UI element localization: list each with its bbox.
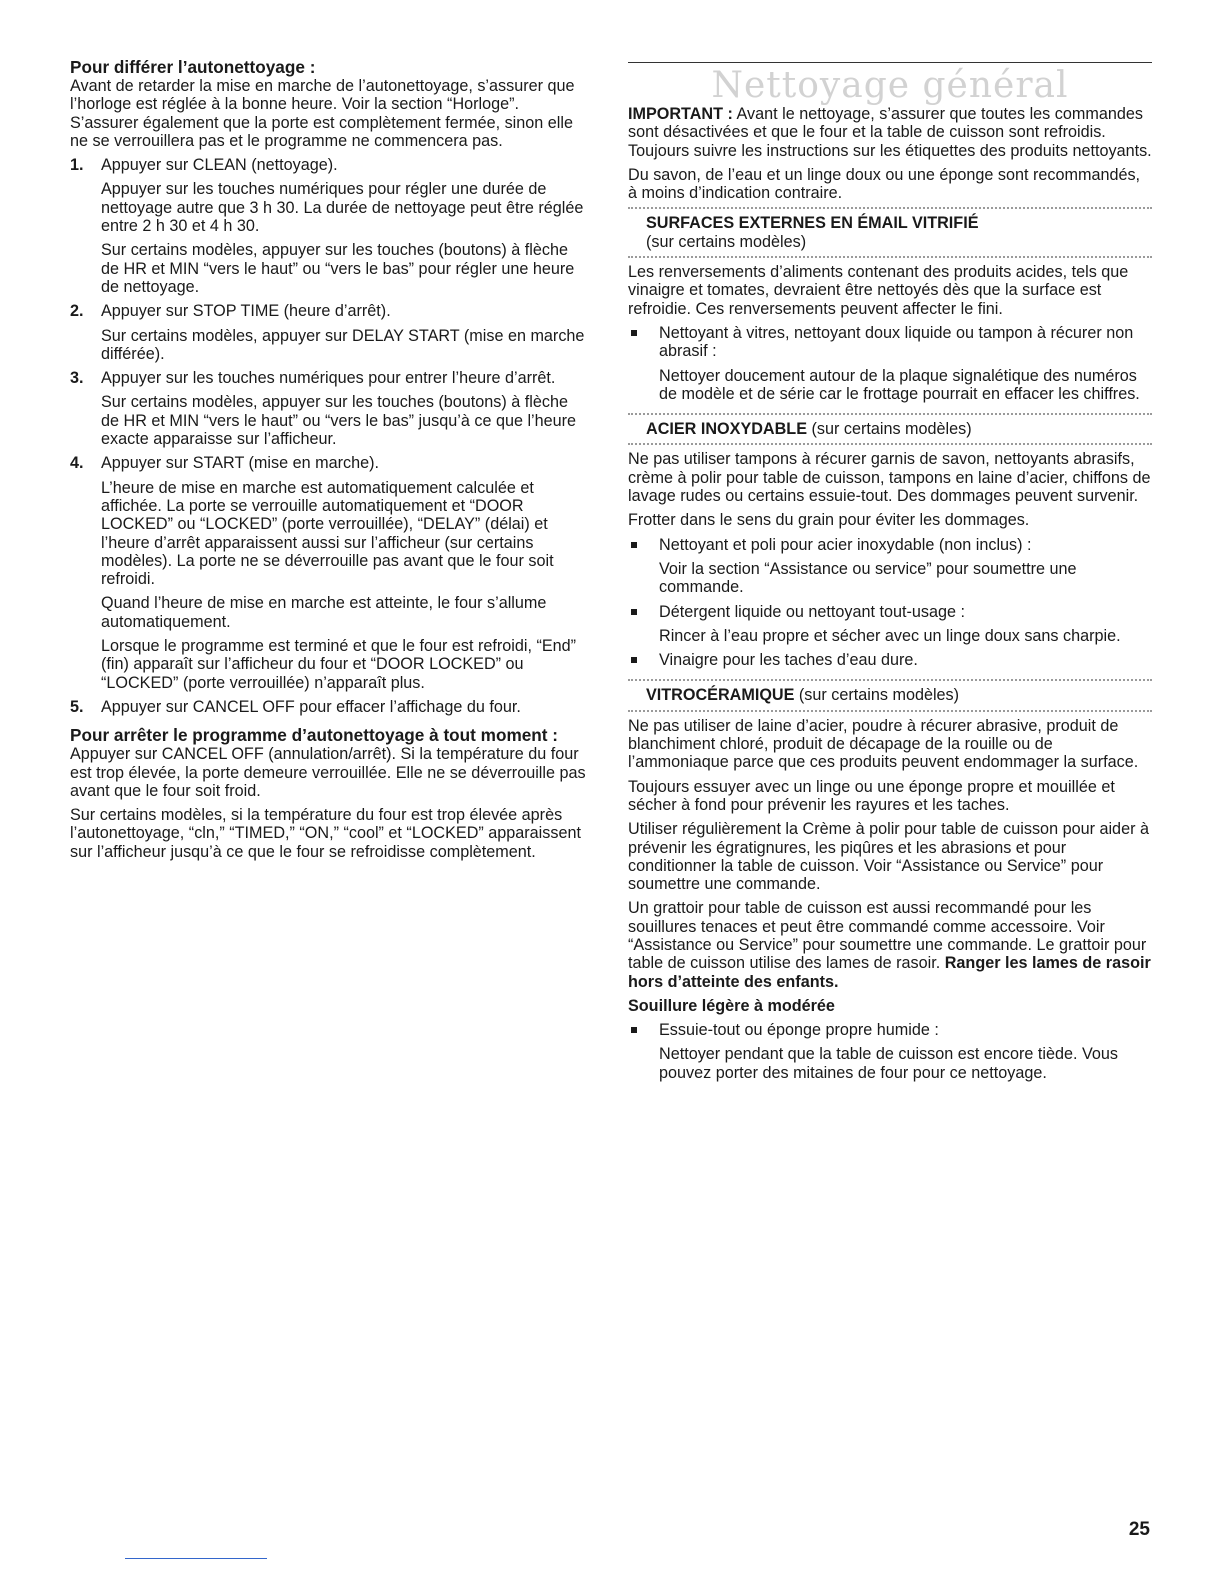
dotted-divider (628, 413, 1152, 415)
bullet-head: Nettoyant et poli pour acier inoxydable (non inclus) : (659, 535, 1032, 554)
steps-list (70, 156, 590, 716)
step-number: 3. (70, 369, 84, 388)
step-text: Quand l’heure de mise en marche est atteinte, le four s’allume automatiquement. (101, 594, 547, 631)
vitro-heading (628, 686, 1152, 704)
important-text: Avant le nettoyage, s’assurer que toutes les commandes sont désactivées et que le four et la table de cuisson sont refroidis. Toujours suivre les instructions sur les étiquettes des produits nettoyants. (628, 105, 1152, 160)
stop-paragraph-2: Sur certains modèles, si la température du four est trop élevée après l’autonettoyage, “cln,” “TIMED,” “ON,” “cool” et “LOCKED” apparaissent sur l’afficheur jusqu’à ce que le four se refroidisse complètement. (70, 806, 581, 861)
step-number: 1. (70, 156, 84, 175)
stop-paragraph-1: Appuyer sur CANCEL OFF (annulation/arrêt). Si la température du four est trop élevée, la porte demeure verrouillée. Elle ne se déverrouille pas avant que le four soit froid. (70, 745, 586, 800)
step-1 (70, 156, 590, 296)
inox-title: ACIER INOXYDABLE (646, 420, 807, 439)
bullet-head: Essuie-tout ou éponge propre humide : (659, 1021, 939, 1040)
page-number: 25 (1128, 1519, 1150, 1540)
inox-heading (628, 420, 1152, 438)
bullet-body: Voir la section “Assistance ou service” pour soumettre une commande. (659, 559, 1077, 597)
step-text: Appuyer sur CANCEL OFF pour effacer l’affichage du four. (101, 697, 521, 716)
vitro-paragraph-2: Toujours essuyer avec un linge ou une éponge propre et mouillée et sécher à fond pour prévenir les rayures et les taches. (628, 777, 1115, 814)
vitro-paragraph-3: Utiliser régulièrement la Crème à polir pour table de cuisson pour aider à prévenir les égratignures, les piqûres et les abrasions et pour conditionner la table de cuisson. Voir “Assistance ou Service” pour soumettre une commande. (628, 820, 1149, 894)
bullet-body: Rincer à l’eau propre et sécher avec un linge doux sans charpie. (659, 626, 1121, 645)
dotted-divider (628, 256, 1152, 258)
step-text: Sur certains modèles, appuyer sur les touches (boutons) à flèche de HR et MIN “vers le haut” ou “vers le bas” jusqu’à ce que l’heure exacte apparaisse sur l’afficheur. (101, 393, 577, 449)
right-column (628, 62, 1152, 1088)
inox-subtitle: (sur certains modèles) (807, 420, 972, 439)
step-4 (70, 454, 590, 692)
email-heading (628, 214, 1152, 251)
bullet-item (628, 603, 1152, 646)
bullet-square-icon (631, 1027, 637, 1033)
step-2 (70, 302, 590, 363)
bullet-square-icon (631, 330, 637, 336)
inox-bullets (628, 536, 1152, 670)
step-text: Appuyer sur les touches numériques pour entrer l’heure d’arrêt. (101, 369, 556, 388)
step-text: Appuyer sur START (mise en marche). (101, 454, 379, 473)
section-title: Nettoyage général (711, 65, 1069, 106)
email-subtitle: (sur certains modèles) (646, 232, 807, 251)
step-number: 5. (70, 697, 84, 716)
email-paragraph: Les renversements d’aliments contenant des produits acides, tels que vinaigre et tomates, devraient être nettoyés dès que la surface est refroidie. Ces renversements peuvent affecter le fini. (628, 263, 1129, 318)
vitro-warning: Ranger les lames de rasoir hors d’atteinte des enfants. (628, 954, 1151, 991)
email-title: SURFACES EXTERNES EN ÉMAIL VITRIFIÉ (646, 214, 979, 233)
light-soil-title: Souillure légère à modérée (628, 996, 835, 1015)
important-label: IMPORTANT : (628, 105, 733, 123)
step-text: Appuyer sur les touches numériques pour régler une durée de nettoyage autre que 3 h 30. La durée de nettoyage peut être réglée entre 2 h 30 et 4 h 30. (101, 180, 584, 236)
dotted-divider (628, 207, 1152, 209)
step-number: 2. (70, 302, 84, 321)
step-number: 4. (70, 454, 84, 473)
bullet-item (628, 1021, 1152, 1082)
bullet-body: Nettoyer pendant que la table de cuisson est encore tiède. Vous pouvez porter des mitaines de four pour ce nettoyage. (659, 1045, 1118, 1082)
heading-stop-self-clean: Pour arrêter le programme d’autonettoyage à tout moment : (70, 725, 559, 746)
bullet-item (628, 324, 1152, 403)
vitro-paragraph-4 (628, 899, 1152, 990)
step-text: Appuyer sur STOP TIME (heure d’arrêt). (101, 302, 391, 321)
important-paragraph (628, 105, 1152, 160)
step-text: Lorsque le programme est terminé et que le four est refroidi, “End” (fin) apparaît sur l’afficheur du four et “DOOR LOCKED” ou “LOCKED” (porte verrouillée) n’apparaît plus. (101, 637, 577, 692)
vitro-title: VITROCÉRAMIQUE (646, 686, 795, 705)
title-rule (628, 62, 1152, 63)
bullet-item (628, 651, 1152, 669)
soap-paragraph: Du savon, de l’eau et un linge doux ou une éponge sont recommandés, à moins d’indication contraire. (628, 165, 1141, 203)
bullet-body: Nettoyer doucement autour de la plaque signalétique des numéros de modèle et de série car le frottage pourrait en effacer les chiffres. (659, 366, 1140, 403)
footer-rule (125, 1558, 267, 1559)
dotted-divider (628, 710, 1152, 712)
bullet-head: Détergent liquide ou nettoyant tout-usage : (659, 602, 965, 621)
left-column (70, 58, 590, 861)
step-text: Sur certains modèles, appuyer sur DELAY START (mise en marche différée). (101, 326, 585, 363)
bullet-square-icon (631, 657, 637, 663)
vitro-paragraph-4-text: Un grattoir pour table de cuisson est aussi recommandé pour les souillures tenaces et peut être commandé comme accessoire. Voir “Assistance ou Service” pour soumettre une commande. Le grattoir pour table de cuisson utilise des lames de rasoir. (628, 899, 1147, 973)
bullet-head: Vinaigre pour les taches d’eau dure. (659, 651, 918, 670)
vitro-bullets (628, 1021, 1152, 1082)
vitro-subtitle: (sur certains modèles) (794, 686, 960, 705)
inox-paragraph-1: Ne pas utiliser tampons à récurer garnis de savon, nettoyants abrasifs, crème à polir pour table de cuisson, tampons en laine d’acier, chiffons de lavage rudes ou certains essuie-tout. Des dommages peuvent survenir. (628, 450, 1151, 506)
inox-paragraph-2: Frotter dans le sens du grain pour éviter les dommages. (628, 511, 1030, 530)
step-text: Appuyer sur CLEAN (nettoyage). (101, 156, 338, 175)
email-bullets (628, 324, 1152, 403)
dotted-divider (628, 679, 1152, 681)
vitro-paragraph-1: Ne pas utiliser de laine d’acier, poudre à récurer abrasive, produit de blanchiment chloré, produit de décapage de la rouille ou de l’ammoniaque parce que ces produits peuvent endommager la surface. (628, 716, 1139, 772)
step-text: L’heure de mise en marche est automatiquement calculée et affichée. La porte se verrouille automatiquement et “DOOR LOCKED” ou “LOCKED” (porte verrouillée), “DELAY” (délai) et l’heure d’arrêt apparaissent aussi sur l’afficheur (sur certains modèles). La porte ne se déverrouille pas avant que le four soit refroidi. (101, 478, 554, 589)
bullet-head: Nettoyant à vitres, nettoyant doux liquide ou tampon à récurer non abrasif : (659, 323, 1134, 361)
bullet-item (628, 536, 1152, 597)
heading-delay-self-clean: Pour différer l’autonettoyage : (70, 57, 316, 77)
dotted-divider (628, 443, 1152, 445)
step-text: Sur certains modèles, appuyer sur les touches (boutons) à flèche de HR et MIN “vers le haut” ou “vers le bas” pour régler une heure de nettoyage. (101, 241, 575, 296)
bullet-square-icon (631, 609, 637, 615)
bullet-square-icon (631, 542, 637, 548)
intro-paragraph: Avant de retarder la mise en marche de l’autonettoyage, s’assurer que l’horloge est réglée à la bonne heure. Voir la section “Horloge”. S’assurer également que la porte est complètement fermée, sinon elle ne se verrouillera pas et le programme ne commencera pas. (70, 77, 575, 150)
step-5 (70, 698, 590, 716)
step-3 (70, 369, 590, 448)
